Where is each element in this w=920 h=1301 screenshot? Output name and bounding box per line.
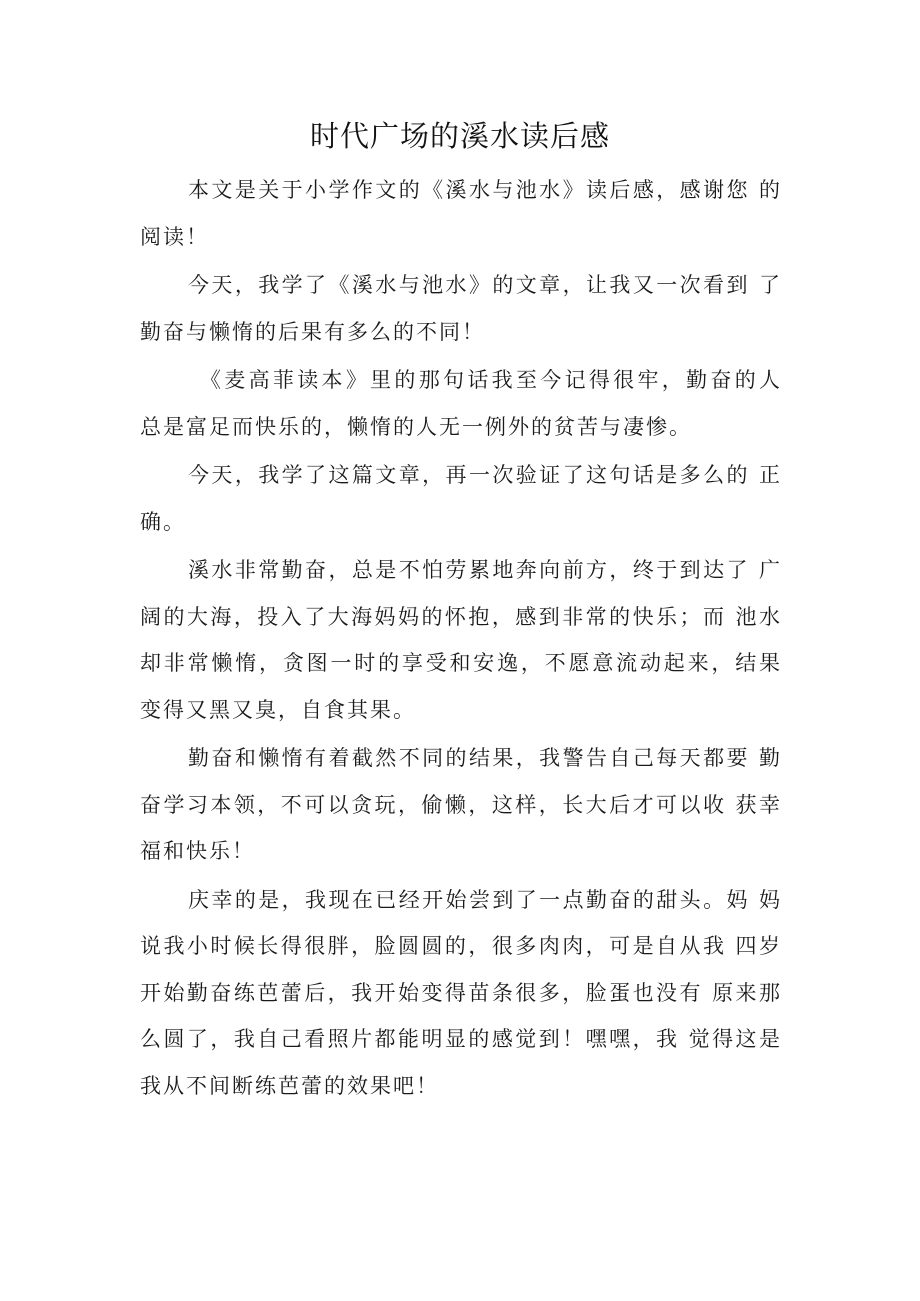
paragraph-6: 勤奋和懒惰有着截然不同的结果，我警告自己每天都要 勤奋学习本领，不可以贪玩，偷懒，这样，长大后才可以收 获幸福和快乐！ (140, 746, 782, 863)
document-body (140, 167, 782, 1111)
paragraph-1: 本文是关于小学作文的《溪水与池水》读后感，感谢您 的阅读！ (140, 178, 782, 249)
paragraph-5: 溪水非常勤奋，总是不怕劳累地奔向前方，终于到达了 广阔的大海，投入了大海妈妈的怀抱，感到非常的快乐；而 池水却非常懒惰，贪图一时的享受和安逸，不愿意流动起来，结果变得又黑又臭，自食其果。 (140, 558, 782, 722)
document-title: 时代广场的溪水读后感 (309, 119, 610, 153)
paragraph-7: 庆幸的是，我现在已经开始尝到了一点勤奋的甜头。妈 妈说我小时候长得很胖，脸圆圆的，很多肉肉，可是自从我 四岁开始勤奋练芭蕾后，我开始变得苗条很多，脸蛋也没有 原来那么圆了，我自己看照片都能明显的感觉到！嘿嘿，我 觉得这是我从不间断练芭蕾的效果吧！ (140, 887, 782, 1098)
paragraph-3: 《麦高菲读本》里的那句话我至今记得很牢，勤奋的人 总是富足而快乐的，懒惰的人无一例外的贫苦与凄惨。 (140, 368, 782, 439)
paragraph-2: 今天，我学了《溪水与池水》的文章，让我又一次看到 了勤奋与懒惰的后果有多么的不同！ (140, 273, 782, 344)
paragraph-4: 今天，我学了这篇文章，再一次验证了这句话是多么的 正确。 (140, 463, 782, 534)
